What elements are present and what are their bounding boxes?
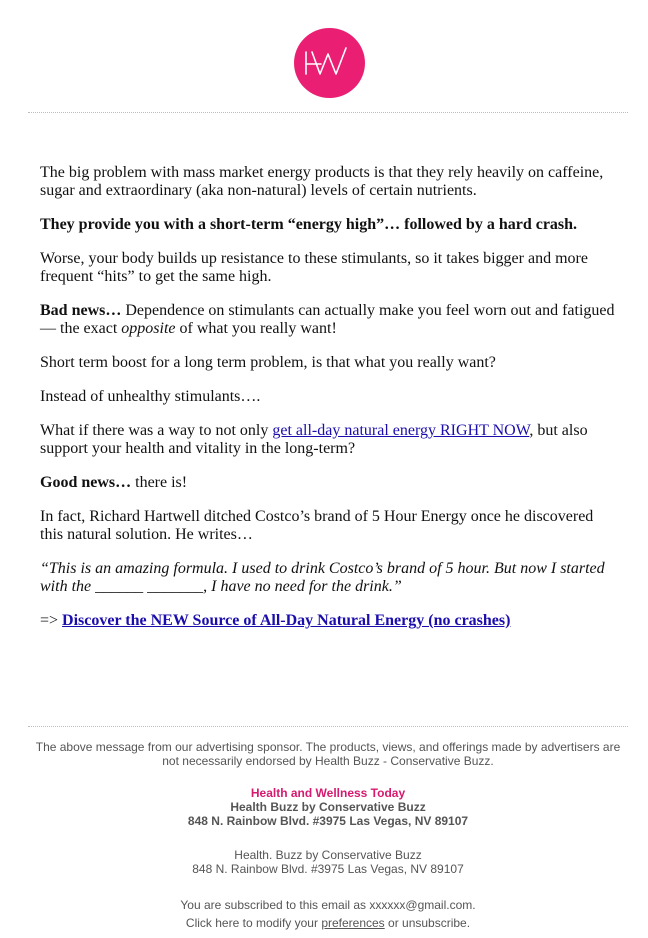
paragraph-intro: The big problem with mass market energy products is that they rely heavily on caffeine, sugar and extraordinary (aka non-natural) levels of certain nutrients. xyxy=(40,164,604,199)
footer-sender-block xyxy=(28,786,628,828)
what-if-text-b: , but also support your health and vitality in the long-term? xyxy=(40,422,588,457)
paragraph-cta xyxy=(40,612,620,630)
footer-address-bold: 848 N. Rainbow Blvd. #3975 Las Vegas, NV 89107 xyxy=(187,814,469,828)
quote-text-b: I have no need for the drink.” xyxy=(207,578,402,595)
cta-arrow: => xyxy=(40,612,63,629)
what-if-text-a: What if there was a way to not only xyxy=(40,422,273,439)
good-news-text: there is! xyxy=(131,474,188,491)
paragraph-short-term: Short term boost for a long term problem, is that what you really want? xyxy=(40,354,496,371)
bad-news-text-a: Dependence on stimulants can actually make you feel worn out and fatigued — the exact xyxy=(40,302,615,337)
paragraph-testimonial-quote xyxy=(40,560,620,596)
footer-brand-name: Health and Wellness Today xyxy=(250,786,406,800)
bad-news-emphasis: opposite xyxy=(121,320,176,337)
email-body xyxy=(40,164,620,646)
logo-circle xyxy=(294,28,365,98)
paragraph-energy-high xyxy=(40,216,620,234)
footer-address-block xyxy=(28,848,628,876)
good-news-lead: Good news… xyxy=(40,474,132,491)
paragraph-what-if xyxy=(40,422,620,458)
quote-text-a: “This is an amazing formula. I used to drink Costco’s brand of 5 hour. But now I started with the xyxy=(40,560,605,595)
footer-subscribed-text: You are subscribed to this email as xxxxxx@gmail.com. xyxy=(180,898,476,912)
paragraph-bad-news xyxy=(40,302,620,338)
footer-address: 848 N. Rainbow Blvd. #3975 Las Vegas, NV 89107 xyxy=(192,862,464,876)
bad-news-text-b: of what you really want! xyxy=(175,320,337,337)
footer-modify-line xyxy=(28,914,628,932)
bottom-divider xyxy=(28,726,628,727)
paragraph-good-news xyxy=(40,474,620,492)
quote-blank: ______ _______, xyxy=(95,578,208,595)
footer-company: Health. Buzz by Conservative Buzz xyxy=(234,848,422,862)
top-divider xyxy=(28,112,628,113)
energy-high-bold: They provide you with a short-term “energy high”… followed by a hard crash. xyxy=(40,216,578,233)
paragraph-resistance: Worse, your body builds up resistance to these stimulants, so it takes bigger and more frequent “hits” to get the same high. xyxy=(40,250,588,285)
paragraph-instead: Instead of unhealthy stimulants…. xyxy=(40,388,261,405)
modify-text-a: Click here to modify your xyxy=(185,916,322,930)
footer-company-bold: Health Buzz by Conservative Buzz xyxy=(230,800,426,814)
discover-cta-link[interactable]: Discover the NEW Source of All-Day Natural Energy (no crashes) xyxy=(62,612,511,629)
paragraph-testimonial-intro: In fact, Richard Hartwell ditched Costco’s brand of 5 Hour Energy once he discovered this natural solution. He writes… xyxy=(40,508,594,543)
hw-logo-mark xyxy=(294,28,365,98)
preferences-link[interactable]: preferences xyxy=(321,916,385,930)
footer xyxy=(28,740,628,932)
modify-text-b: or unsubscribe. xyxy=(384,916,471,930)
sponsor-disclaimer: The above message from our advertising sponsor. The products, views, and offerings made by advertisers are not necessarily endorsed by Health Buzz - Conservative Buzz. xyxy=(35,740,621,768)
natural-energy-link[interactable]: get all-day natural energy RIGHT NOW xyxy=(272,422,530,439)
bad-news-lead: Bad news… xyxy=(40,302,122,319)
logo xyxy=(294,28,365,98)
